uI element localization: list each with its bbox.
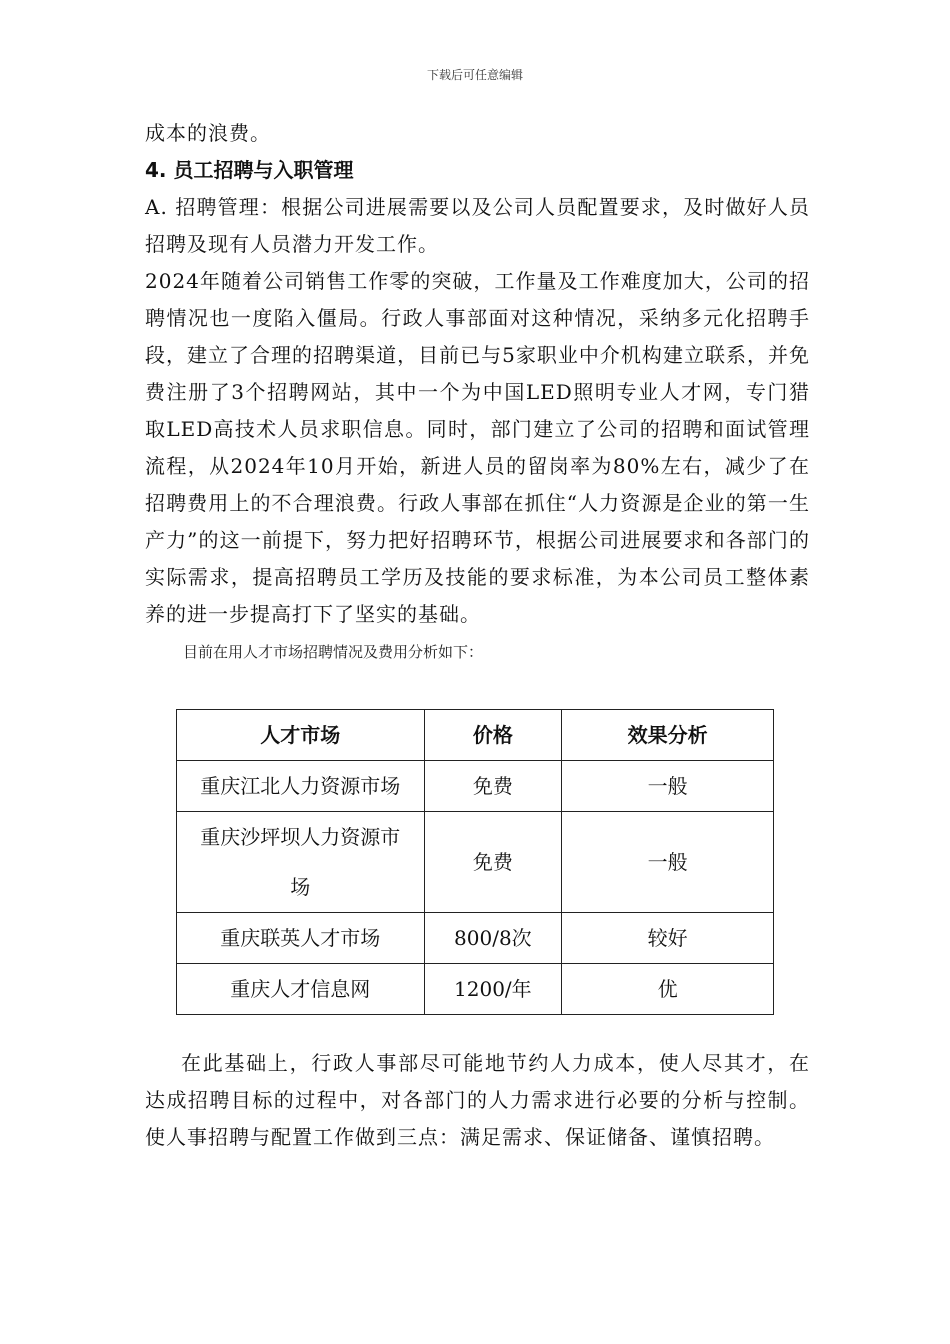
paragraph-conclusion: 在此基础上，行政人事部尽可能地节约人力成本，使人尽其才，在达成招聘目标的过程中，对各部门的人力需求进行必要的分析与控制。使人事招聘与配置工作做到三点：满足需求、保证储备、谨慎招聘。	[145, 1051, 810, 1149]
table-row	[177, 812, 774, 913]
talent-market-table	[176, 709, 774, 1015]
table-caption: 目前在用人才市场招聘情况及费用分析如下：	[183, 643, 484, 661]
cell-market	[177, 812, 425, 913]
table-row	[177, 964, 774, 1015]
closing-section	[145, 1045, 810, 1156]
cell-market: 重庆人才信息网	[177, 964, 425, 1015]
paragraph-recruitment-details: 2024年随着公司销售工作零的突破，工作量及工作难度加大，公司的招聘情况也一度陷入僵局。行政人事部面对这种情况，采纳多元化招聘手段，建立了合理的招聘渠道，目前已与5家职业中介机构建立联系，并免费注册了3个招聘网站，其中一个为中国LED照明专业人才网，专门猎取LED高技术人员求职信息。同时，部门建立了公司的招聘和面试管理流程，从2024年10月开始，新进人员的留岗率为80%左右，减少了在招聘费用上的不合理浪费。行政人事部在抓住“人力资源是企业的第一生产力”的这一前提下，努力把好招聘环节，根据公司进展要求和各部门的实际需求，提高招聘员工学历及技能的要求标准，为本公司员工整体素养的进一步提高打下了坚实的基础。	[145, 269, 810, 626]
cell-price: 800/8次	[424, 913, 562, 964]
header-market: 人才市场	[177, 710, 425, 761]
paragraph-recruitment-management: A. 招聘管理：根据公司进展需要以及公司人员配置要求，及时做好人员招聘及现有人员潜力开发工作。	[145, 195, 810, 256]
table-row	[177, 913, 774, 964]
table-row	[177, 761, 774, 812]
page-header: 下载后可任意编辑	[426, 68, 523, 82]
cell-effect: 一般	[562, 761, 774, 812]
cell-effect: 较好	[562, 913, 774, 964]
cell-price: 免费	[424, 812, 562, 913]
header-effect: 效果分析	[562, 710, 774, 761]
cell-effect: 一般	[562, 812, 774, 913]
cell-market-text: 重庆沙坪坝人力资源市场	[200, 825, 401, 899]
document-body	[145, 115, 810, 663]
cell-market: 重庆江北人力资源市场	[177, 761, 425, 812]
table-header-row	[177, 710, 774, 761]
header-price: 价格	[424, 710, 562, 761]
cell-price: 1200/年	[424, 964, 562, 1015]
section-heading: 4. 员工招聘与入职管理	[145, 158, 354, 182]
paragraph-continuation: 成本的浪费。	[145, 121, 271, 145]
cell-market: 重庆联英人才市场	[177, 913, 425, 964]
cell-price: 免费	[424, 761, 562, 812]
cell-effect: 优	[562, 964, 774, 1015]
